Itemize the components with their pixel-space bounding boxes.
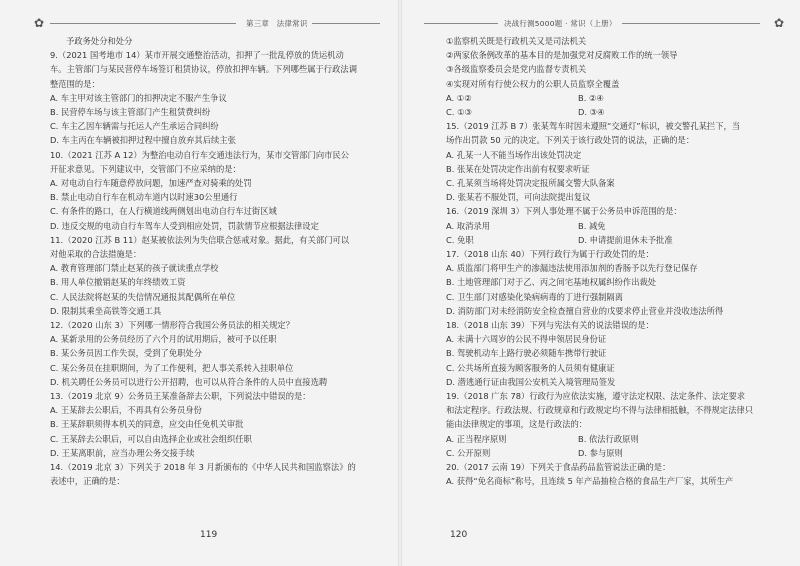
option-line: A. 车主甲对该主管部门的扣押决定不服产生争议 — [50, 92, 227, 103]
option-line: D. 潜逃通行证由我国公安机关入境管理局签发 — [446, 376, 616, 387]
option-line: C. 公共场所直接为顾客服务的人员须有健康证 — [446, 362, 615, 373]
header-rule — [424, 23, 498, 24]
option-line: D. 车主丙在车辆被扣押过程中擅自放弃其后续主张 — [50, 135, 236, 146]
option-line: C. 王某辞去公职后，可以自由选择企业或社会组织任职 — [50, 433, 252, 444]
book-title: 决战行测5000题 · 常识（上册） — [504, 19, 617, 28]
option-row — [446, 446, 776, 460]
text-line: 对他采取的合法措施是： — [50, 249, 142, 260]
option-row — [446, 105, 776, 119]
text-line: 10.（2021 江苏 A 12）为整治电动自行车交通违法行为，某市交管部门向市民公 — [50, 149, 350, 160]
option: B. ②④ — [578, 92, 604, 103]
text-line: 9.（2021 国考地市 14）某市开展交通整治活动，扣押了一批乱停放的货运机动 — [50, 50, 344, 61]
option-line: C. 孔某须当场将处罚决定报所属交警大队备案 — [446, 178, 615, 189]
text-line: 16.（2019 深圳 3）下列人事处理不属于公务员申诉范围的是： — [446, 206, 682, 217]
option: D. ③④ — [578, 107, 605, 118]
option-line: A. 获得“免名商标”称号，且连续 5 年产品抽检合格的食品生产厂家，其所生产 — [446, 476, 734, 487]
option: C. 公开原则 — [446, 447, 491, 458]
option: B. 减免 — [578, 220, 606, 231]
page-number: 119 — [200, 530, 218, 540]
text-line: 场作出罚款 50 元的决定。下列关于该行政处罚的说法，正确的是： — [446, 135, 695, 146]
text-line: ④实现对所有行使公权力的公职人员监察全覆盖 — [446, 78, 620, 89]
page-number: 120 — [450, 530, 468, 540]
text-line: 11.（2020 江苏 B 11）赵某被依法列为失信联合惩戒对象。据此，有关部门可以 — [50, 234, 350, 245]
text-line: ①监察机关既是行政机关又是司法机关 — [446, 36, 587, 46]
option-line: B. 用人单位撤销赵某的年终绩效工资 — [50, 277, 186, 288]
text-line: 予政务处分和处分 — [66, 36, 133, 46]
text-line: 18.（2018 山东 39）下列与宪法有关的说法错误的是： — [446, 320, 654, 331]
option-line: B. 张某在处罚决定作出前有权要求听证 — [446, 163, 590, 174]
text-line: 能由法律规定的事项，这是行政法的： — [446, 419, 588, 430]
header-rule — [50, 23, 236, 24]
header-rule — [312, 23, 380, 24]
header-rule — [622, 23, 760, 24]
text-line: 14.（2019 北京 3）下列关于 2018 年 3 月新颁布的《中华人民共和国监察法》的 — [50, 462, 356, 473]
option-row — [446, 219, 776, 233]
text-line: 开征求意见。下列建议中，交管部门不应采纳的是： — [50, 163, 241, 174]
option-line: C. 卫生部门对感染化染病病毒的丁进行强制隔离 — [446, 291, 624, 302]
option-line: B. 王某辞职须得本机关的同意，应交由任免机关审批 — [50, 419, 244, 430]
option-line: A. 教育管理部门禁止赵某的孩子就读重点学校 — [50, 263, 219, 274]
right-page-header — [446, 10, 784, 34]
chapter-title: 第三章 法律常识 — [246, 19, 308, 28]
text-line: 20.（2017 云南 19）下列关于食品药品监管说法正确的是： — [446, 462, 671, 473]
option-line: D. 违反交规的电动自行车驾车人受到相应处罚，罚款情节应根据法律设定 — [50, 220, 319, 231]
option-line: B. 土地管理部门对于乙、丙之间宅基地权属纠纷作出裁处 — [446, 277, 657, 288]
option-line: A. 未满十六周岁的公民不得申领居民身份证 — [446, 334, 607, 345]
ornament-icon: ✿ — [773, 16, 784, 30]
left-page-body — [50, 34, 380, 489]
option-line: D. 机关聘任公务员可以进行公开招聘，也可以从符合条件的人员中直接选聘 — [50, 376, 328, 387]
option-line: A. 对电动自行车随意停放问题，加速严查对骑乘的处罚 — [50, 178, 252, 189]
option-line: A. 王某辞去公职后，不再具有公务员身份 — [50, 405, 202, 416]
option-line: B. 禁止电动自行车在机动车道内以时速30公里通行 — [50, 192, 238, 203]
ornament-icon: ✿ — [34, 16, 45, 30]
option-line: A. 某新录用的公务员经历了六个月的试用期后，被可予以任职 — [50, 334, 277, 345]
text-line: ③各级监察委员会是党内监督专责机关 — [446, 64, 587, 75]
text-line: 车。主管部门与某民营停车场签订租赁协议，停放扣押车辆。下列哪些属于行政法调 — [50, 64, 357, 75]
option-line: C. 有条件的路口，在人行横道线两侧划出电动自行车过街区域 — [50, 206, 277, 217]
option-line: A. 孔某一人不能当场作出该处罚决定 — [446, 149, 582, 160]
option: D. 参与原则 — [578, 447, 623, 458]
option-row — [446, 91, 776, 105]
option-line: D. 限制其乘坐高铁等交通工具 — [50, 305, 162, 316]
text-line: ②两家依条例改革的基本目的是加强党对反腐败工作的统一领导 — [446, 50, 678, 61]
option-row — [446, 233, 776, 247]
text-line: 15.（2019 江苏 B 7）张某驾车时因未遵照“交通灯”标识，被交警孔某拦下，当 — [446, 121, 741, 132]
text-line: 表述中，正确的是： — [50, 476, 125, 487]
option-line: B. 民营停车场与该主管部门产生租赁费纠纷 — [50, 107, 211, 118]
option-line: D. 张某若不服处罚，可向法院提出复议 — [446, 192, 591, 203]
right-page-body — [446, 34, 776, 489]
option: B. 依法行政原则 — [578, 433, 639, 444]
option: C. ①③ — [446, 107, 472, 118]
right-page — [400, 0, 800, 566]
option: A. 取消录用 — [446, 220, 490, 231]
option-line: D. 王某离职前，应当办理公务交接手续 — [50, 447, 195, 458]
option-row — [446, 432, 776, 446]
option-line: B. 驾驶机动车上路行驶必须随车携带行驶证 — [446, 348, 607, 359]
text-line: 整范围的是： — [50, 78, 100, 89]
text-line: 12.（2020 山东 3）下列哪一情形符合我国公务员法的相关规定？ — [50, 320, 294, 331]
option-line: A. 质监部门将甲生产的渗漏违法使用添加剂的香肠予以先行登记保存 — [446, 263, 698, 274]
option: A. 正当程序原则 — [446, 433, 507, 444]
left-page-header — [34, 10, 380, 34]
option-line: C. 某公务员在挂职期间，为了工作便利，把人事关系转入挂职单位 — [50, 362, 294, 373]
text-line: 17.（2018 山东 40）下列行政行为属于行政处罚的是： — [446, 249, 654, 260]
text-line: 和法定程序。行政法规、行政规章和行政规定均不得与法律相抵触，不得规定法律只 — [446, 405, 753, 416]
option-line: B. 某公务员因工作失误，受到了免职处分 — [50, 348, 203, 359]
option: A. ①② — [446, 92, 472, 103]
text-line: 13.（2019 北京 9）公务员王某准备辞去公职，下列说法中错误的是： — [50, 391, 311, 402]
option-line: C. 人民法院将赵某的失信情况通报其配偶所在单位 — [50, 291, 236, 302]
option: C. 免职 — [446, 234, 474, 245]
option-line: C. 车主乙因车辆需与托运人产生承运合同纠纷 — [50, 121, 219, 132]
option-line: D. 消防部门对未经消防安全检查擅自营业的戊要求停止营业并没收违法所得 — [446, 305, 724, 316]
option: D. 申请提前退休未予批准 — [578, 234, 673, 245]
text-line: 19.（2018 广东 78）行政行为应依法实施，遵守法定权限、法定条件、法定要求 — [446, 391, 746, 402]
